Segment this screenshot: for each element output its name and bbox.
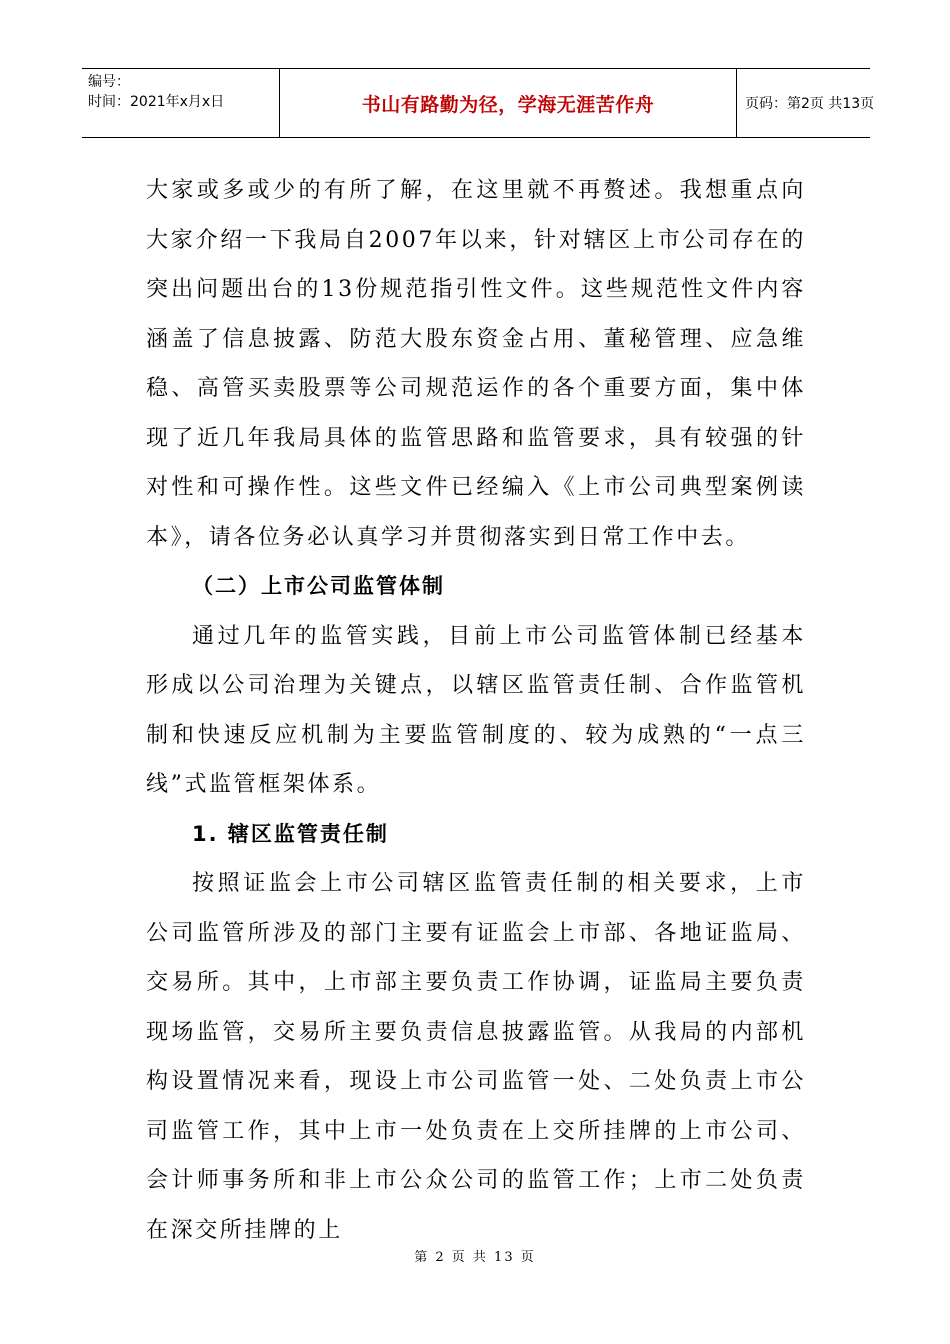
header-meta-cell [82, 69, 280, 137]
header-motto-cell [280, 69, 737, 137]
section-heading-supervision-system: （二）上市公司监管体制 [192, 574, 445, 598]
document-header [82, 68, 875, 138]
paragraph-3: 按照证监会上市公司辖区监管责任制的相关要求，上市公司监管所涉及的部门主要有证监会上市部、各地证监局、交易所。其中，上市部主要负责工作协调，证监局主要负责现场监管，交易所主要负责信息披露监管。从我局的内部机构设置情况来看，现设上市公司监管一处、二处负责上市公司监管工作，其中上市一处负责在上交所挂牌的上市公司、会计师事务所和非上市公众公司的监管工作；上市二处负责在深交所挂牌的上 [146, 871, 806, 1243]
header-page-label: 页码：第2页 共13页 [745, 96, 875, 112]
page-footer: 第 2 页 共 13 页 [414, 1250, 536, 1265]
date-label: 时间：2021年x月x日 [88, 94, 225, 110]
subsection-heading-responsibility: 1. 辖区监管责任制 [192, 821, 389, 846]
header-motto: 书山有路勤为径，学海无涯苦作舟 [361, 94, 655, 116]
header-page-cell [737, 69, 875, 137]
paragraph-1: 大家或多或少的有所了解，在这里就不再赘述。我想重点向大家介绍一下我局自2007年以来，针对辖区上市公司存在的突出问题出台的13份规范指引性文件。这些规范性文件内容涵盖了信息披露、防范大股东资金占用、董秘管理、应急维稳、高管买卖股票等公司规范运作的各个重要方面，集中体现了近几年我局具体的监管思路和监管要求，具有较强的针对性和可操作性。这些文件已经编入《上市公司典型案例读本》，请各位务必认真学习并贯彻落实到日常工作中去。 [146, 178, 806, 550]
number-label: 编号： [88, 74, 130, 90]
paragraph-2: 通过几年的监管实践，目前上市公司监管体制已经基本形成以公司治理为关键点，以辖区监管责任制、合作监管机制和快速反应机制为主要监管制度的、较为成熟的“一点三线”式监管框架体系。 [146, 623, 806, 797]
document-body [146, 166, 806, 1255]
